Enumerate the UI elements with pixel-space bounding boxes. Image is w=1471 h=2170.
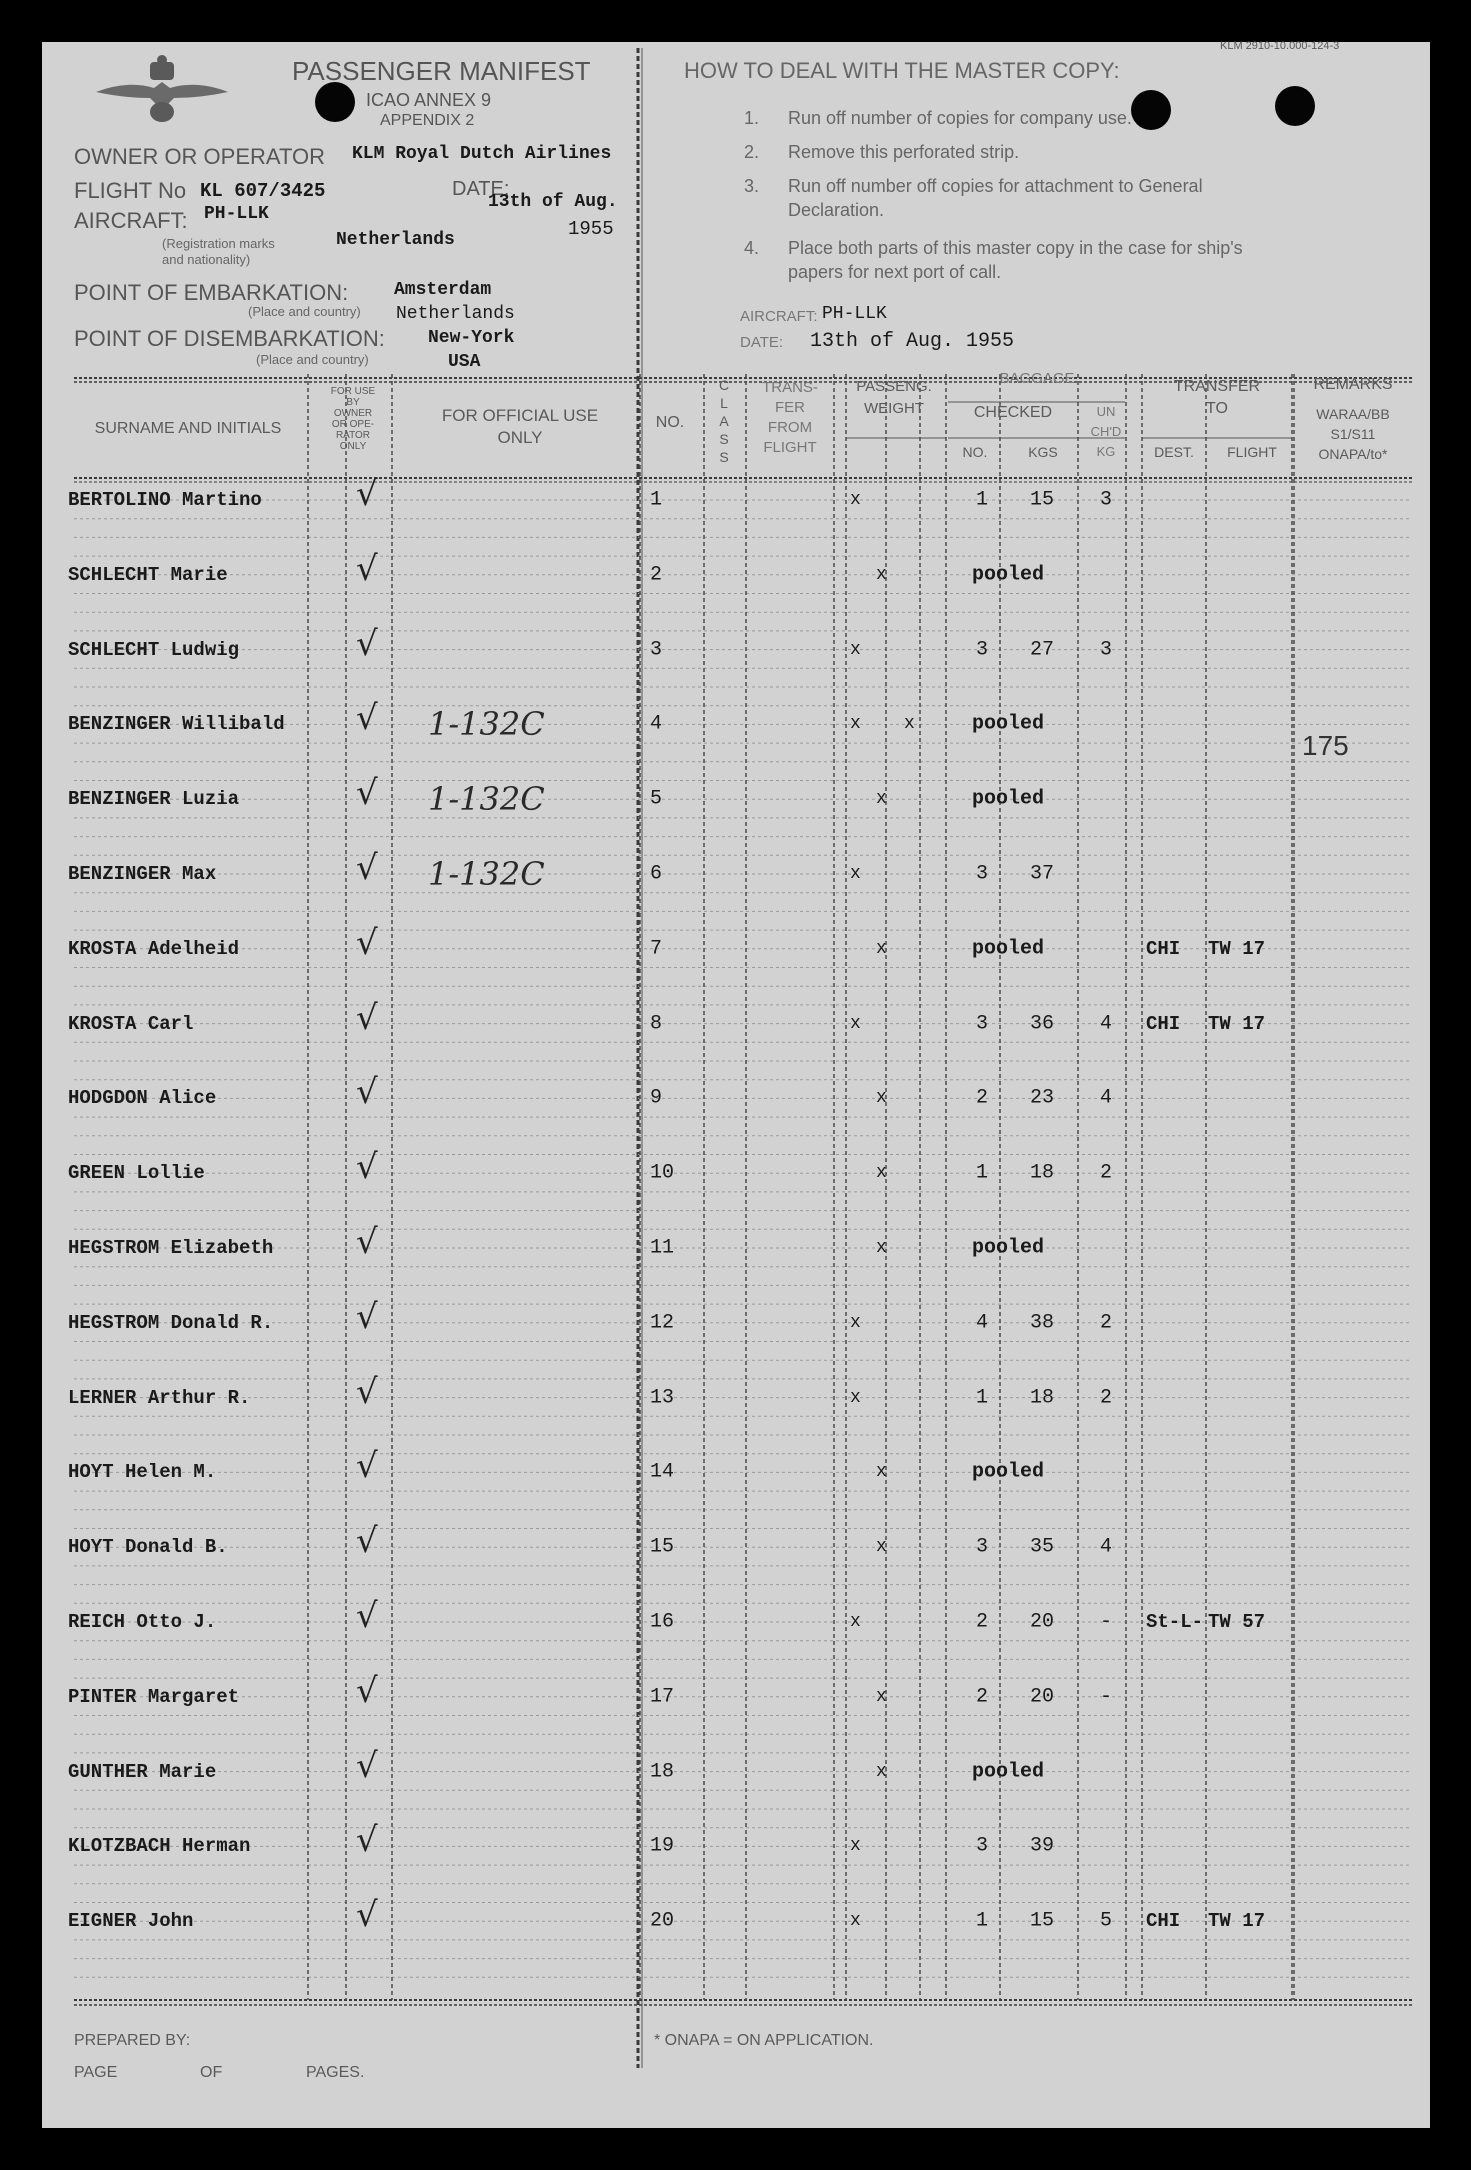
- col-weight: WEIGHT: [864, 400, 924, 417]
- col-flight: FLIGHT: [1227, 444, 1277, 460]
- check-mark: √: [356, 698, 378, 739]
- punch-hole-right: [1275, 86, 1315, 126]
- weight-mark-1: x: [850, 1612, 861, 1632]
- baggage-kgs: 20: [1030, 1685, 1055, 1709]
- form-stamp: KLM 2910-10.000-124-3: [1220, 40, 1340, 52]
- row-number: 8: [650, 1012, 663, 1036]
- row-number: 3: [650, 638, 663, 662]
- remarks-code-1: S1/S11: [1330, 426, 1376, 442]
- passenger-name: GREEN Lollie: [68, 1162, 205, 1185]
- check-mark: √: [356, 848, 378, 888]
- passenger-name: REICH Otto J.: [68, 1611, 217, 1633]
- instruction-text: Remove this perforated strip.: [788, 142, 1020, 162]
- instruction-number: 2.: [744, 142, 760, 162]
- weight-mark-1: x: [850, 1836, 861, 1857]
- col-dest: DEST.: [1154, 444, 1194, 460]
- weight-mark-1: x: [850, 864, 861, 884]
- flight-label: FLIGHT No: [74, 178, 187, 203]
- baggage-kgs: 38: [1030, 1311, 1055, 1335]
- weight-mark-2: x: [876, 938, 887, 959]
- weight-mark-2: x: [876, 1088, 887, 1109]
- disembark-city: New-York: [428, 328, 515, 348]
- icao-annex: ICAO ANNEX 9: [366, 90, 492, 110]
- col-official-1: FOR OFFICIAL USE: [441, 406, 599, 425]
- unchecked-kg: 3: [1100, 638, 1113, 662]
- punch-hole-left: [315, 82, 355, 122]
- page-label: PAGE: [74, 2064, 118, 2081]
- registration-hint-2: and nationality): [162, 252, 251, 267]
- instr-aircraft-value: PH-LLK: [822, 304, 887, 324]
- baggage-count: 3: [976, 1012, 989, 1036]
- class-letter-2: A: [719, 413, 729, 429]
- onapa-note: * ONAPA = ON APPLICATION.: [654, 2032, 874, 2049]
- instruction-text-cont: papers for next port of call.: [788, 262, 1002, 282]
- row-number: 9: [650, 1086, 663, 1110]
- unchecked-kg: 2: [1100, 1161, 1113, 1185]
- transfer-dest: CHI: [1146, 937, 1181, 960]
- row-number: 16: [650, 1610, 675, 1634]
- weight-mark-2: x: [876, 1537, 887, 1558]
- row-number: 2: [650, 563, 663, 587]
- instruction-text: Place both parts of this master copy in the case for ship's: [788, 238, 1243, 258]
- baggage-kgs: 36: [1030, 1012, 1055, 1036]
- unchecked-kg: 4: [1100, 1535, 1113, 1559]
- col-no: NO.: [655, 414, 685, 431]
- passenger-name: HOYT Donald B.: [68, 1536, 228, 1559]
- disembark-country: USA: [448, 352, 481, 372]
- instructions-title: HOW TO DEAL WITH THE MASTER COPY:: [684, 58, 1120, 83]
- embark-country: Netherlands: [396, 304, 515, 324]
- baggage-count: 3: [976, 862, 989, 886]
- passenger-name: HEGSTROM Donald R.: [68, 1311, 274, 1334]
- instr-date-value: 13th of Aug. 1955: [810, 330, 1015, 353]
- check-mark: √: [356, 1895, 378, 1936]
- col-official-2: ONLY: [497, 428, 543, 447]
- check-mark: √: [356, 1596, 378, 1636]
- baggage-count: 3: [976, 638, 989, 662]
- col-transfer-from: [746, 378, 834, 458]
- embark-hint: (Place and country): [248, 304, 361, 319]
- unchecked-kg: 4: [1100, 1086, 1113, 1110]
- weight-mark-2: x: [876, 1163, 887, 1184]
- remarks-code-2: ONAPA/to*: [1318, 446, 1388, 462]
- baggage-pooled: pooled: [972, 937, 1045, 961]
- manifest-title: PASSENGER MANIFEST: [292, 56, 591, 86]
- baggage-kgs: 23: [1030, 1086, 1055, 1110]
- official-use-note: 1-132C: [428, 705, 545, 744]
- row-number: 14: [650, 1460, 675, 1484]
- transfer-from-line-1: FER: [775, 399, 805, 416]
- check-mark: √: [356, 623, 378, 664]
- instruction-text: Run off number off copies for attachment to General: [788, 176, 1203, 196]
- unchecked-kg: 2: [1100, 1311, 1113, 1335]
- instruction-number: 4.: [744, 238, 760, 258]
- prepared-by-label: PREPARED BY:: [74, 2032, 191, 2049]
- baggage-kgs: 37: [1030, 862, 1055, 886]
- passenger-name: BENZINGER Max: [68, 863, 217, 885]
- transfer-flight: TW 57: [1208, 1611, 1266, 1633]
- unchecked-kg: 2: [1100, 1386, 1113, 1410]
- passenger-name: HODGDON Alice: [68, 1087, 217, 1110]
- instruction-number: 3.: [744, 176, 760, 196]
- col-checked-kgs: KGS: [1028, 444, 1058, 460]
- passenger-name: HEGSTROM Elizabeth: [68, 1237, 274, 1259]
- passenger-name: HOYT Helen M.: [68, 1461, 217, 1484]
- check-mark: √: [356, 1670, 378, 1711]
- instruction-number: 1.: [744, 108, 760, 128]
- unchecked-line-0: UN: [1096, 404, 1116, 419]
- baggage-count: 2: [976, 1685, 989, 1709]
- col-unchecked: [1082, 402, 1130, 462]
- aircraft-value: PH-LLK: [204, 204, 269, 224]
- weight-mark-2: x: [876, 1238, 887, 1258]
- owner-use-line-2: OWNER: [333, 408, 373, 419]
- row-number: 12: [650, 1311, 675, 1335]
- of-label: OF: [200, 2064, 223, 2081]
- passenger-name: LERNER Arthur R.: [68, 1386, 251, 1409]
- transfer-from-line-3: FLIGHT: [763, 439, 817, 456]
- baggage-count: 1: [976, 488, 989, 512]
- owner-use-line-5: ONLY: [339, 441, 367, 452]
- baggage-count: 3: [976, 1535, 989, 1559]
- baggage-count: 1: [976, 1909, 989, 1933]
- remarks-code-0: WARAA/BB: [1316, 406, 1390, 422]
- transfer-flight: TW 17: [1208, 937, 1266, 960]
- baggage-kgs: 35: [1030, 1535, 1055, 1559]
- baggage-kgs: 39: [1030, 1834, 1055, 1858]
- baggage-pooled: pooled: [972, 712, 1045, 736]
- flight-value: KL 607/3425: [200, 180, 326, 202]
- baggage-pooled: pooled: [972, 1460, 1045, 1484]
- transfer-flight: TW 17: [1208, 1012, 1266, 1035]
- unchecked-kg: 4: [1100, 1012, 1113, 1036]
- unchecked-kg: -: [1100, 1685, 1113, 1709]
- check-mark: √: [356, 1371, 378, 1412]
- klm-crown-logo: [92, 50, 232, 130]
- col-transfer-to-2: TO: [1206, 400, 1228, 417]
- baggage-count: 4: [976, 1311, 989, 1335]
- check-mark: √: [356, 1072, 378, 1113]
- passenger-name: KROSTA Adelheid: [68, 937, 240, 960]
- row-number: 20: [650, 1909, 675, 1933]
- embark-city: Amsterdam: [394, 280, 492, 300]
- row-number: 4: [650, 712, 663, 736]
- passenger-name: PINTER Margaret: [68, 1685, 240, 1708]
- row-number: 6: [650, 862, 663, 886]
- disembark-hint: (Place and country): [256, 352, 369, 367]
- unchecked-line-2: KG: [1096, 444, 1116, 459]
- passenger-name: BENZINGER Willibald: [68, 713, 285, 736]
- manifest-sheet: [42, 42, 1430, 2128]
- passenger-name: SCHLECHT Marie: [68, 563, 228, 586]
- col-surname: SURNAME AND INITIALS: [94, 420, 282, 437]
- baggage-count: 3: [976, 1834, 989, 1858]
- row-number: 17: [650, 1685, 675, 1709]
- instr-aircraft-label: AIRCRAFT:: [740, 308, 818, 325]
- col-checked: CHECKED: [973, 404, 1053, 421]
- weight-mark-1: x: [850, 490, 861, 510]
- row-number: 18: [650, 1760, 675, 1784]
- unchecked-line-1: CH'D: [1090, 424, 1122, 439]
- owner-use-line-0: FOR USE: [330, 386, 376, 397]
- col-transfer-to-1: TRANSFER: [1173, 378, 1261, 395]
- embark-label: POINT OF EMBARKATION:: [74, 280, 349, 305]
- owner-use-line-3: OR OPE-: [331, 419, 375, 430]
- date-label: DATE:: [452, 178, 510, 200]
- weight-mark-2: x: [876, 789, 887, 810]
- unchecked-kg: 5: [1100, 1909, 1113, 1933]
- passenger-name: KLOTZBACH Herman: [68, 1835, 251, 1858]
- owner-use-line-4: RATOR: [335, 430, 371, 441]
- transfer-from-line-2: FROM: [767, 419, 813, 436]
- appendix: APPENDIX 2: [380, 112, 475, 129]
- punch-hole-middle: [1131, 90, 1171, 130]
- class-letter-4: S: [719, 449, 729, 465]
- disembark-label: POINT OF DISEMBARKATION:: [74, 326, 385, 351]
- check-mark: √: [356, 1521, 378, 1562]
- weight-mark-3: x: [904, 714, 915, 735]
- passenger-name: SCHLECHT Ludwig: [68, 638, 240, 661]
- pages-label: PAGES.: [306, 2064, 365, 2081]
- check-mark: √: [356, 1222, 378, 1262]
- class-letter-3: S: [719, 431, 729, 447]
- weight-mark-1: x: [850, 1387, 861, 1408]
- instruction-text: Run off number of copies for company use.: [788, 108, 1132, 128]
- baggage-kgs: 15: [1030, 1909, 1055, 1933]
- date-value: 13th of Aug.: [488, 192, 618, 212]
- weight-mark-2: x: [876, 1686, 887, 1707]
- weight-mark-2: x: [876, 1462, 887, 1483]
- owner-value: KLM Royal Dutch Airlines: [352, 144, 612, 164]
- transfer-dest: St-L-: [1146, 1611, 1204, 1633]
- row-number: 13: [650, 1386, 675, 1410]
- col-class: [704, 376, 744, 466]
- unchecked-kg: 3: [1100, 488, 1113, 512]
- date-year: 1955: [568, 218, 614, 240]
- row-number: 1: [650, 488, 663, 512]
- weight-mark-1: x: [850, 714, 861, 735]
- passenger-name: KROSTA Carl: [68, 1012, 194, 1035]
- col-remarks: REMARKS: [1313, 376, 1393, 393]
- instr-date-label: DATE:: [740, 334, 784, 351]
- remarks-value: 175: [1302, 730, 1349, 762]
- weight-mark-1: x: [850, 639, 861, 660]
- baggage-count: 1: [976, 1386, 989, 1410]
- weight-mark-1: x: [850, 1911, 861, 1932]
- passenger-name: BERTOLINO Martino: [68, 489, 262, 511]
- row-number: 5: [650, 787, 663, 811]
- row-number: 10: [650, 1161, 675, 1185]
- aircraft-label: AIRCRAFT:: [74, 208, 188, 233]
- row-number: 7: [650, 937, 663, 961]
- transfer-dest: CHI: [1146, 1012, 1181, 1035]
- check-mark: √: [356, 548, 378, 589]
- official-use-note: 1-132C: [428, 780, 545, 819]
- owner-use-line-1: BY: [346, 397, 360, 408]
- row-number: 11: [650, 1236, 675, 1260]
- baggage-kgs: 18: [1030, 1161, 1055, 1185]
- check-mark: √: [356, 1147, 378, 1188]
- baggage-pooled: pooled: [972, 1236, 1045, 1260]
- baggage-kgs: 20: [1030, 1610, 1055, 1634]
- instruction-text-cont: Declaration.: [788, 200, 885, 220]
- baggage-kgs: 18: [1030, 1386, 1055, 1410]
- col-baggage: BAGGAGE: [999, 370, 1075, 387]
- col-remarks-codes: [1294, 404, 1412, 464]
- nationality-value: Netherlands: [336, 230, 455, 250]
- weight-mark-2: x: [876, 564, 887, 585]
- baggage-count: 1: [976, 1161, 989, 1185]
- row-number: 19: [650, 1834, 675, 1858]
- col-passeng: PASSENG.: [856, 378, 932, 395]
- check-mark: √: [356, 1446, 378, 1487]
- transfer-dest: CHI: [1146, 1910, 1181, 1933]
- class-letter-1: L: [720, 395, 728, 411]
- baggage-count: 2: [976, 1610, 989, 1634]
- baggage-pooled: pooled: [972, 1760, 1045, 1784]
- passenger-name: EIGNER John: [68, 1910, 194, 1933]
- check-mark: √: [356, 474, 378, 514]
- baggage-kgs: 27: [1030, 638, 1055, 662]
- col-owner-use: [318, 386, 388, 452]
- check-mark: √: [356, 1820, 378, 1861]
- check-mark: √: [356, 922, 378, 963]
- baggage-count: 2: [976, 1086, 989, 1110]
- baggage-pooled: pooled: [972, 787, 1045, 811]
- official-use-note: 1-132C: [428, 855, 545, 893]
- passenger-name: GUNTHER Marie: [68, 1760, 217, 1783]
- row-number: 15: [650, 1535, 675, 1559]
- registration-hint-1: (Registration marks: [162, 236, 275, 251]
- baggage-pooled: pooled: [972, 563, 1045, 587]
- unchecked-kg: -: [1100, 1610, 1113, 1634]
- passenger-name: BENZINGER Luzia: [68, 788, 240, 811]
- weight-mark-1: x: [850, 1312, 861, 1333]
- baggage-kgs: 15: [1030, 488, 1055, 512]
- weight-mark-1: x: [850, 1013, 861, 1034]
- check-mark: √: [356, 997, 378, 1038]
- owner-label: OWNER OR OPERATOR: [74, 144, 325, 169]
- weight-mark-2: x: [876, 1761, 887, 1782]
- class-letter-0: C: [718, 377, 730, 393]
- check-mark: √: [356, 1745, 378, 1786]
- check-mark: √: [356, 773, 378, 814]
- col-checked-no: NO.: [962, 444, 988, 460]
- transfer-from-line-0: TRANS-: [762, 379, 818, 396]
- transfer-flight: TW 17: [1208, 1910, 1266, 1933]
- check-mark: √: [356, 1296, 378, 1337]
